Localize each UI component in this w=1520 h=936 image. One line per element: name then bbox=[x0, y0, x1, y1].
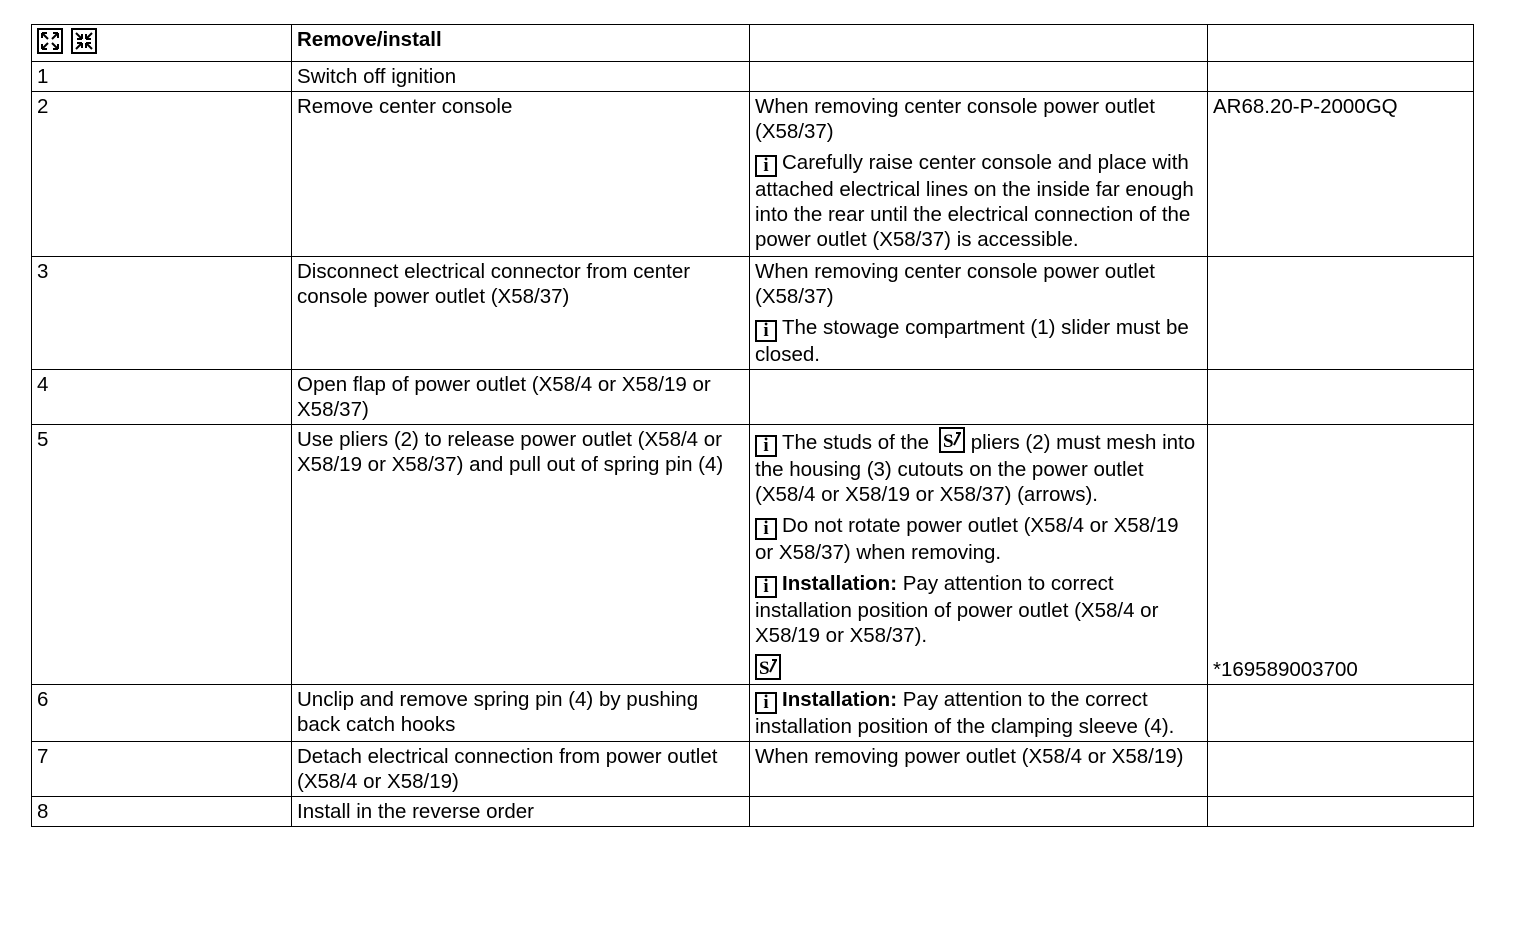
step-number: 6 bbox=[32, 685, 292, 742]
info-note-text: Carefully raise center console and place with attached electrical lines on the inside far enough into the rear until the electrical connection of the power outlet (X58/37) is accessible. bbox=[755, 151, 1194, 251]
table-row bbox=[32, 425, 1474, 685]
step-reference bbox=[1208, 797, 1474, 827]
procedure-table bbox=[31, 24, 1474, 827]
table-row bbox=[32, 92, 1474, 257]
info-note-text: Do not rotate power outlet (X58/4 or X58/19 or X58/37) when removing. bbox=[755, 514, 1179, 564]
tool-line bbox=[755, 654, 1202, 682]
table-row bbox=[32, 257, 1474, 370]
step-reference bbox=[1208, 742, 1474, 797]
installation-label: Installation: bbox=[782, 688, 898, 711]
info-icon: i bbox=[755, 518, 777, 540]
info-note bbox=[755, 427, 1202, 507]
tool-number[interactable]: *169589003700 bbox=[1213, 658, 1358, 681]
step-number: 1 bbox=[32, 62, 292, 92]
table-header-row bbox=[32, 25, 1474, 62]
table-row bbox=[32, 370, 1474, 425]
info-icon: i bbox=[755, 576, 777, 598]
step-notes bbox=[750, 370, 1208, 425]
table-row bbox=[32, 797, 1474, 827]
step-notes bbox=[750, 425, 1208, 685]
step-notes bbox=[750, 797, 1208, 827]
step-notes bbox=[750, 742, 1208, 797]
step-reference bbox=[1208, 425, 1474, 685]
step-action: Detach electrical connection from power outlet (X58/4 or X58/19) bbox=[292, 742, 750, 797]
info-note-text: The studs of the bbox=[782, 431, 930, 454]
info-note-text: The stowage compartment (1) slider must be closed. bbox=[755, 316, 1189, 366]
step-action: Open flap of power outlet (X58/4 or X58/19 or X58/37) bbox=[292, 370, 750, 425]
table-row bbox=[32, 742, 1474, 797]
info-note-text: Pay attention to correct installation position of power outlet (X58/4 or X58/19 or X58/37). bbox=[755, 572, 1159, 647]
step-number: 5 bbox=[32, 425, 292, 685]
step-number: 4 bbox=[32, 370, 292, 425]
collapse-all-icon[interactable] bbox=[71, 28, 97, 54]
table-row bbox=[32, 685, 1474, 742]
info-note bbox=[755, 687, 1202, 739]
info-icon: i bbox=[755, 692, 777, 714]
step-notes bbox=[750, 62, 1208, 92]
step-reference bbox=[1208, 685, 1474, 742]
installation-label: Installation: bbox=[782, 572, 898, 595]
header-empty-cell bbox=[750, 25, 1208, 62]
step-reference bbox=[1208, 370, 1474, 425]
expand-all-icon[interactable] bbox=[37, 28, 63, 54]
info-note-text: Pay attention to the correct installation position of the clamping sleeve (4). bbox=[755, 688, 1175, 738]
step-action: Unclip and remove spring pin (4) by pushing back catch hooks bbox=[292, 685, 750, 742]
info-icon: i bbox=[755, 320, 777, 342]
info-note bbox=[755, 150, 1202, 252]
header-title: Remove/install bbox=[292, 25, 750, 62]
step-condition: When removing center console power outlet (X58/37) bbox=[755, 260, 1155, 308]
info-icon: i bbox=[755, 435, 777, 457]
step-number: 2 bbox=[32, 92, 292, 257]
step-notes bbox=[750, 92, 1208, 257]
special-tool-icon[interactable] bbox=[755, 654, 781, 680]
step-reference[interactable]: AR68.20-P-2000GQ bbox=[1208, 92, 1474, 257]
step-condition: When removing center console power outlet (X58/37) bbox=[755, 95, 1155, 143]
special-tool-icon[interactable] bbox=[939, 427, 965, 453]
svg-text:S: S bbox=[759, 658, 770, 677]
svg-text:S: S bbox=[943, 431, 954, 450]
header-icons-cell bbox=[32, 25, 292, 62]
info-note bbox=[755, 315, 1202, 367]
step-condition: When removing power outlet (X58/4 or X58/19) bbox=[755, 745, 1184, 768]
step-number: 3 bbox=[32, 257, 292, 370]
step-number: 8 bbox=[32, 797, 292, 827]
header-empty-cell bbox=[1208, 25, 1474, 62]
info-icon: i bbox=[755, 155, 777, 177]
step-notes bbox=[750, 685, 1208, 742]
info-note-text: pliers (2) must mesh into the housing (3) cutouts on the power outlet (X58/4 or X58/19 or X58/37) (arrows). bbox=[755, 431, 1196, 506]
info-note bbox=[755, 513, 1202, 565]
step-action: Use pliers (2) to release power outlet (X58/4 or X58/19 or X58/37) and pull out of spring pin (4) bbox=[292, 425, 750, 685]
step-action: Remove center console bbox=[292, 92, 750, 257]
step-action: Switch off ignition bbox=[292, 62, 750, 92]
info-note bbox=[755, 571, 1202, 648]
step-notes bbox=[750, 257, 1208, 370]
table-row bbox=[32, 62, 1474, 92]
step-action: Install in the reverse order bbox=[292, 797, 750, 827]
step-action: Disconnect electrical connector from center console power outlet (X58/37) bbox=[292, 257, 750, 370]
step-reference bbox=[1208, 62, 1474, 92]
step-reference bbox=[1208, 257, 1474, 370]
step-number: 7 bbox=[32, 742, 292, 797]
